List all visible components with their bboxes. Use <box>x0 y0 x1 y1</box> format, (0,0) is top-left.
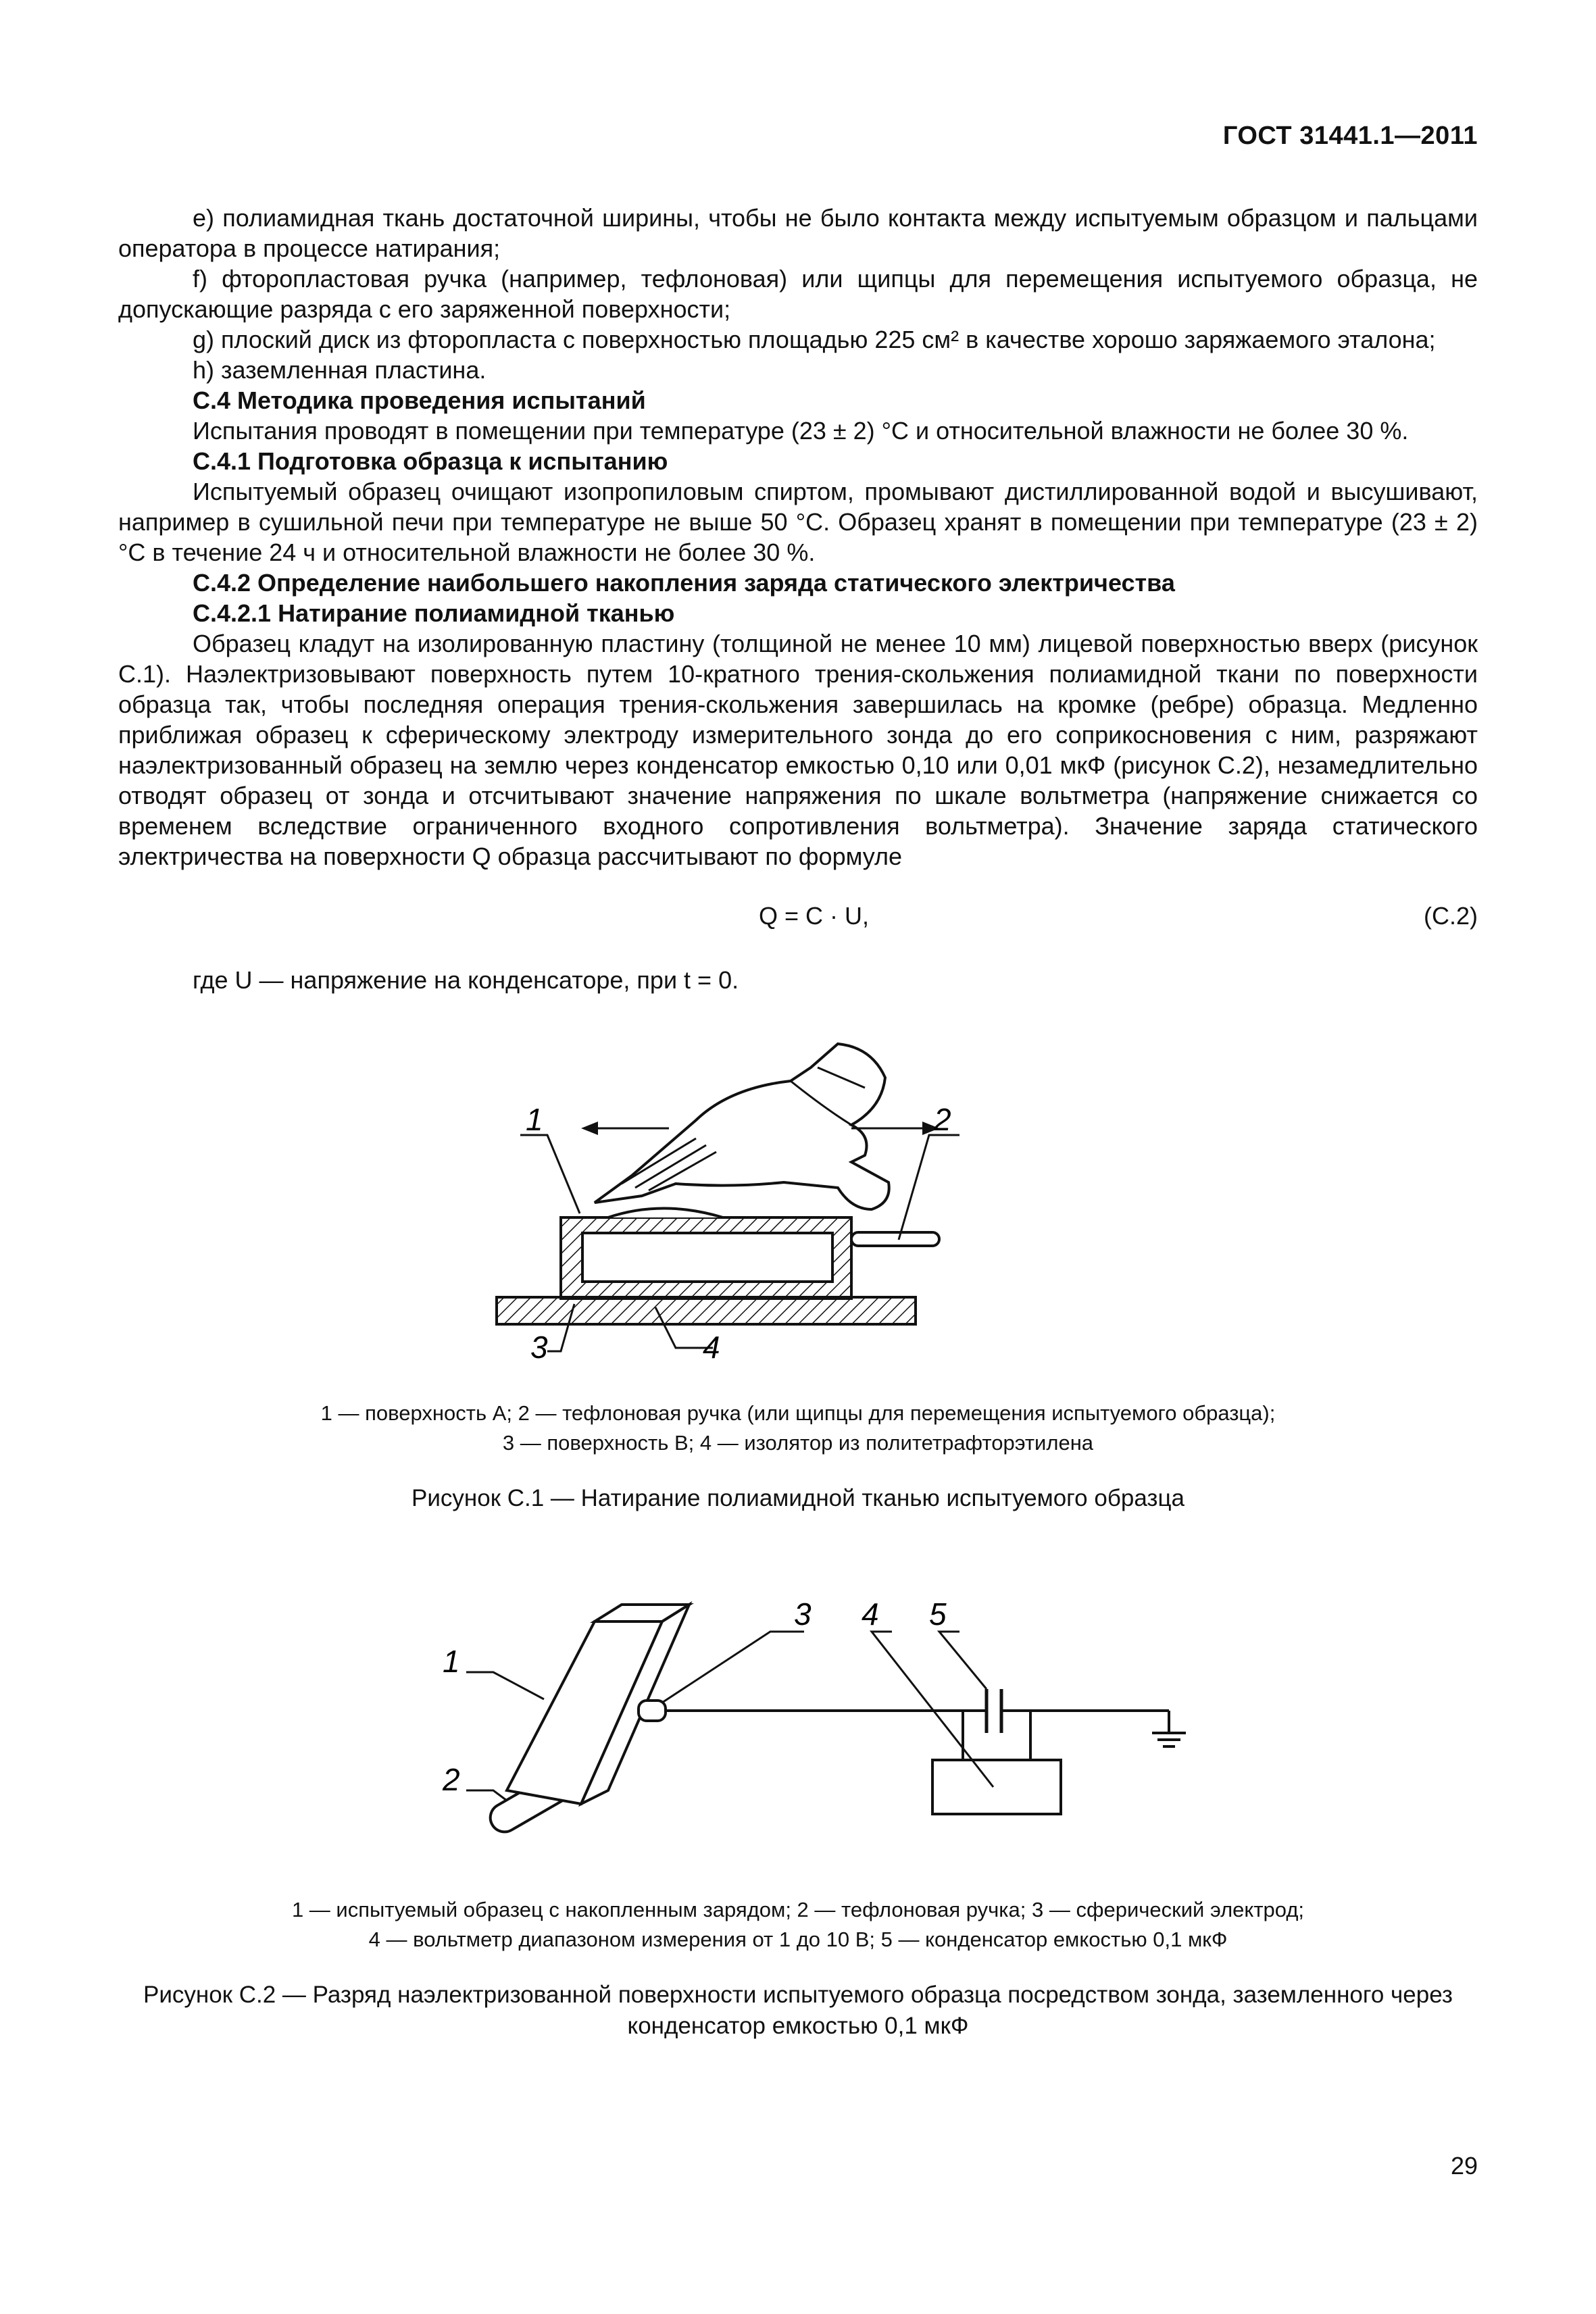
section-heading-c4: С.4 Методика проведения испытаний <box>193 386 646 414</box>
document-header: ГОСТ 31441.1—2011 <box>1222 122 1478 150</box>
formula: Q = C · U, <box>759 902 870 930</box>
figure-c1-caption: Рисунок С.1 — Натирание полиамидной тканью испытуемого образца <box>412 1485 1184 1511</box>
fabric <box>608 1209 723 1218</box>
ground-icon <box>1152 1711 1186 1746</box>
paragraph-preparation: Испытуемый образец очищают изопропиловым спиртом, промывают дистиллированной водой и высушивают, например в сушильной печи при температуре не выше 50 °С. Образец хранят в помещении при температуре (23 ± 2) °С в течение 24 ч и относительной влажности не более 30 %. <box>118 478 1478 566</box>
body-text <box>118 203 1478 872</box>
paragraph-method: Образец кладут на изолированную пластину (толщиной не менее 10 мм) лицевой поверхностью вверх (рисунок С.1). Наэлектризовывают поверхность путем 10-кратного трения-скольжения полиамидной ткани по поверхности образца так, чтобы последняя операция трения-скольжения завершилась на кромке (ребре) образца. Медленно приближая образец к сферическому электроду измерительного зонда до его соприкосновения с ним, разряжают наэлектризованный образец на землю через конденсатор емкостью 0,10 или 0,01 мкФ (рисунок С.2), незамедлительно отводят образец от зонда и отсчитывают значение напряжения по шкале вольтметра (напряжение снижается со временем вследствие ограниченного входного сопротивления вольтметра). Значение заряда статического электричества на поверхности Q образца рассчитывают по формуле <box>118 630 1478 870</box>
figure-c1-legend-line2: 3 — поверхность В; 4 — изолятор из политетрафторэтилена <box>502 1431 1094 1455</box>
page-number: 29 <box>1450 2152 1478 2180</box>
formula-where: где U — напряжение на конденсаторе, при t = 0. <box>193 966 739 994</box>
leader-c2-1 <box>466 1672 544 1699</box>
fig2-label-2: 2 <box>443 1762 460 1797</box>
figure-c2-legend-line2: 4 — вольтметр диапазоном измерения от 1 до 10 В; 5 — конденсатор емкостью 0,1 мкФ <box>368 1928 1228 1951</box>
leader-c2-3 <box>662 1632 804 1703</box>
fig2-label-4: 4 <box>862 1596 879 1632</box>
figure-c1-legend <box>118 1399 1478 1458</box>
fig2-label-5: 5 <box>929 1596 947 1632</box>
fig1-label-3: 3 <box>530 1330 548 1365</box>
formula-row <box>118 902 1478 936</box>
leader-1 <box>520 1135 580 1213</box>
insulator-plate <box>497 1297 916 1324</box>
spherical-electrode <box>639 1701 666 1721</box>
figure-c2-legend <box>118 1895 1478 1955</box>
figure-c2-caption: Рисунок С.2 — Разряд наэлектризованной поверхности испытуемого образца посредством зонда, заземленного через конденсатор емкостью 0,1 мкФ <box>143 1982 1453 2039</box>
fig1-label-4: 4 <box>703 1330 720 1365</box>
leader-c2-2 <box>466 1790 507 1801</box>
leader-2 <box>899 1135 959 1240</box>
sample-inner <box>582 1233 832 1282</box>
paragraph-g: g) плоский диск из фторопласта с поверхностью площадью 225 см² в качестве хорошо заряжаемого эталона; <box>193 326 1436 353</box>
figure-c1-legend-line1: 1 — поверхность А; 2 — тефлоновая ручка (или щипцы для перемещения испытуемого образца); <box>320 1401 1276 1425</box>
section-heading-c42: С.4.2 Определение наибольшего накопления заряда статического электричества <box>193 569 1175 597</box>
paragraph-conditions: Испытания проводят в помещении при температуре (23 ± 2) °С и относительной влажности не более 30 %. <box>193 417 1409 445</box>
formula-number: (С.2) <box>1424 902 1478 930</box>
section-heading-c41: С.4.1 Подготовка образца к испытанию <box>193 447 668 475</box>
fig1-label-1: 1 <box>526 1102 543 1137</box>
fig1-label-2: 2 <box>934 1102 951 1137</box>
fig2-label-3: 3 <box>794 1596 812 1632</box>
figure-c1-drawing <box>473 1007 959 1385</box>
figure-c2-legend-line1: 1 — испытуемый образец с накопленным зарядом; 2 — тефлоновая ручка; 3 — сферический электрод; <box>291 1898 1305 1921</box>
paragraph-h: h) заземленная пластина. <box>193 356 487 384</box>
fig2-label-1: 1 <box>443 1644 460 1679</box>
leader-c2-5 <box>939 1632 987 1689</box>
voltmeter <box>932 1760 1061 1814</box>
paragraph-e: e) полиамидная ткань достаточной ширины, чтобы не было контакта между испытуемым образцом и пальцами оператора в процессе натирания; <box>118 204 1478 262</box>
teflon-handle-rod <box>851 1232 939 1246</box>
section-heading-c421: С.4.2.1 Натирание полиамидной тканью <box>193 599 675 627</box>
paragraph-f: f) фторопластовая ручка (например, тефлоновая) или щипцы для перемещения испытуемого образца, не допускающие разряда с его заряженной поверхности; <box>118 265 1478 323</box>
figure-c2-drawing <box>419 1594 1230 1892</box>
arrow-left-head <box>581 1122 598 1135</box>
